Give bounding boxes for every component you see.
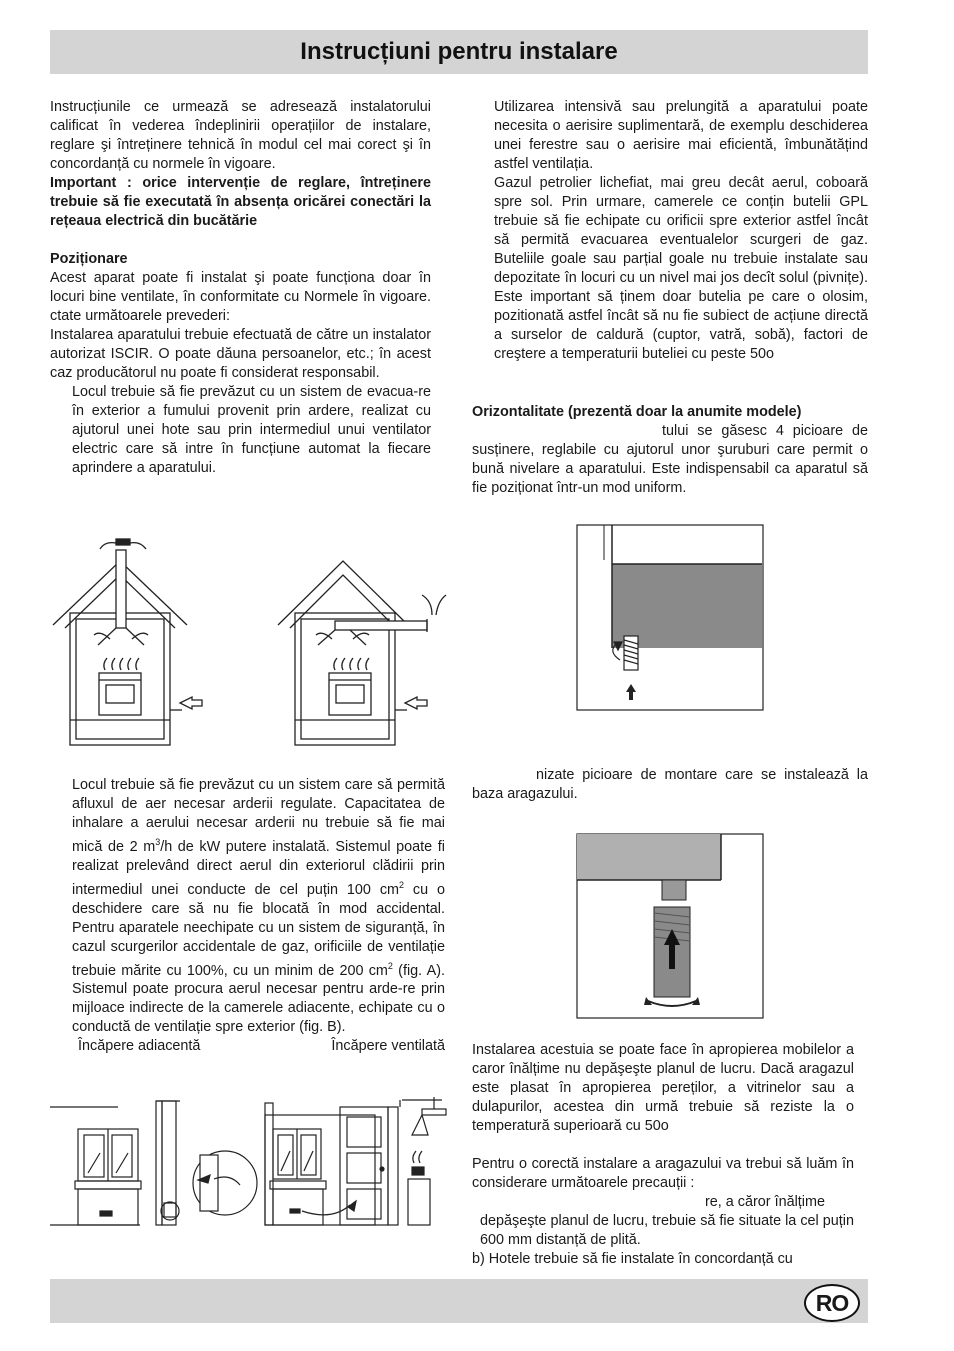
precautions-paragraph: Pentru o corectă instalare a aragazului va trebui să luăm în considerare următoarele precauții : — [472, 1156, 854, 1191]
rooms-ventilation-figure — [50, 1095, 450, 1235]
leveling-screw-figure — [576, 524, 764, 711]
language-badge: RO — [804, 1284, 860, 1322]
positioning-paragraph-2: Instalarea aparatului trebuie efectuată de către un instalator autorizat ISCIR. O poate dăuna persoanelor, etc.; în acest caz producătorul nu poate fi considerat responsabil. — [50, 327, 431, 381]
ventilation-extra-paragraph: Utilizarea intensivă sau prelungită a aparatului poate necesita o aerisire suplimentară, de exemplu deschiderea unei ferestre sau o aerisire mai eficientă, îmbunătățind astfel ventilația. — [494, 99, 868, 172]
mounting-leg-figure — [576, 833, 764, 1019]
page-title: Instrucțiuni pentru instalare — [300, 38, 618, 65]
positioning-paragraph-1: Acest aparat poate fi instalat şi poate funcționa doar în locuri bine ventilate, în conformitate cu Normele în vigoare. ctate următoarele prevederi: — [50, 270, 431, 324]
legs-paragraph: nizate picioare de montare care se instalează la baza aragazului. — [472, 767, 868, 802]
leveling-section — [472, 403, 868, 498]
right-column-bottom — [472, 1041, 854, 1269]
leveling-paragraph: tului se găsesc 4 picioare de susținere, reglabile cu ajutorul unor şuruburi care permit o bună nivelare a aparatului. Este indispensabil ca aparatul să fie poziționat într-un mod uniform. — [472, 423, 868, 496]
title-banner — [50, 30, 868, 74]
requirement-air-supply: Locul trebuie să fie prevăzut cu un sistem care să permită afluxul de aer necesar arderii regulate. Capacitatea de inhalare a aerului necesar arderii nu trebuie să fie mai mică de 2 $m^3/h$ de kW putere instalată. Sistemul poate fi realizat prelevând direct aerul din exteriorul clădirii prin intermediul unei conducte de cel puțin 100 $cm^2$ cu o deschidere care să nu fie blocată în mod accidental. Pentru aparatele neechipate cu un sistem de siguranță, în cazul scurgerilor accidentale de gaz, orificiile de ventilație trebuie mărite cu 100%, cu un minim de 200 $cm^2$ (fig. A). Sistemul poate procura aerul necesar pentru arde-re prin mijloace indirecte de la camerele adiacente, echipate cu o conductă de ventilație spre exterior (fig. B). — [72, 777, 445, 1036]
precaution-a-part: re, a căror înălțime — [705, 1194, 825, 1210]
footer-bar — [50, 1279, 868, 1323]
precaution-b: b) Hotele trebuie să fie instalate în concordanță cu — [472, 1251, 793, 1267]
important-note: Important : orice intervenție de reglare, întreținere trebuie să fie executată în absența oricărei conectări la rețeaua electrică din bucătărie — [50, 175, 431, 229]
caption-ventilated-room: Încăpere ventilată — [331, 1038, 445, 1055]
ventilation-houses-figure — [50, 535, 450, 750]
legs-section — [472, 766, 868, 804]
left-column-top — [50, 98, 431, 478]
right-column-top — [494, 98, 868, 364]
left-column-bottom — [72, 776, 445, 1056]
leveling-heading: Orizontalitate (prezentă doar la anumite modele) — [472, 404, 802, 420]
requirement-exhaust: Locul trebuie să fie prevăzut cu un sistem de evacua-re în exterior a fumului provenit prin ardere, realizat cu ajutorul unei hote sau prin intermediul unui ventilator electric care să intre în funcțiune automat la fiecare aprindere a aparatului. — [72, 384, 431, 476]
positioning-heading: Poziționare — [50, 251, 128, 267]
install-near-furniture-paragraph: Instalarea acestuia se poate face în apropierea mobilelor a caror înălțime nu depăşeşte planul de lucru. Dacă aragazul este plasat în apropierea pereților, a vitrinelor sau a dulapurilor, acestea din urmă trebuie să reziste la o temperatură superioară cu 50o — [472, 1042, 854, 1134]
precaution-a-continued: depăşeşte planul de lucru, trebuie să fie situate la cel puțin 600 mm distanță de plită. — [480, 1213, 854, 1248]
intro-paragraph: Instrucțiunile ce urmează se adresează instalatorului calificat în vederea îndeplinirii operațiilor de instalare, reglare şi întreținere tehnică în modul cel mai corect şi în concordanță cu normele în vigoare. — [50, 99, 431, 172]
caption-adjacent-room: Încăpere adiacentă — [78, 1038, 201, 1055]
lpg-paragraph: Gazul petrolier lichefiat, mai greu decât aerul, coboară spre sol. Prin urmare, camerele ce conțin butelii GPL trebuie să fie echipate cu orificii spre exterior astfel încât să permită evacuarea eventualelor scurgeri de gaz. Buteliile goale sau parțial goale nu trebuie instalate sau depozitate în locuri cu un nivel mai jos decît solul (pivnițe). Este important să ținem doar butelia pe care o olosim, pozitionată astfel încât să nu fie subiect de acțiune directă a surselor de caldură (cuptor, vatră, sobă), factori de creştere a temperaturii buteliei cu peste 50o — [494, 175, 868, 362]
